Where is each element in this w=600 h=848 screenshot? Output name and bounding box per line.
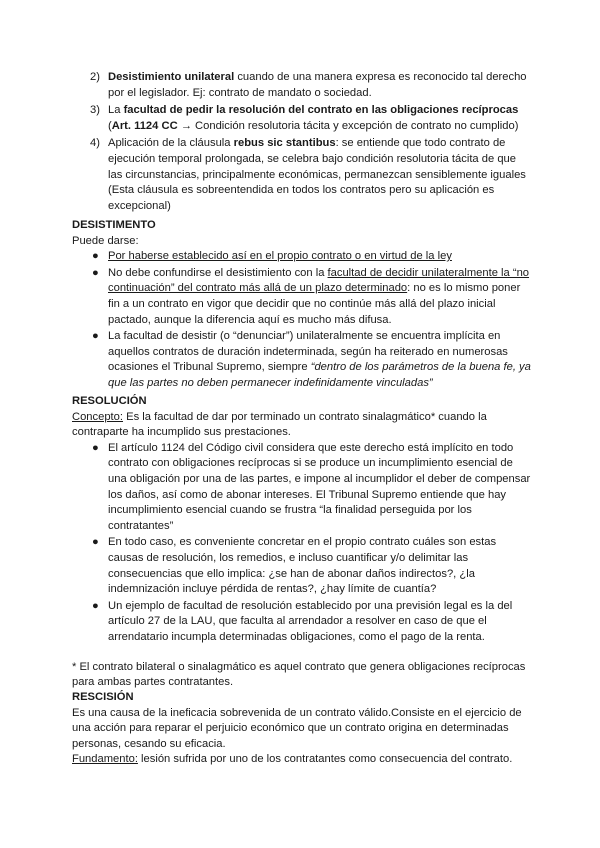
- section-resolucion: [72, 394, 532, 691]
- concepto-paragraph: [72, 410, 532, 441]
- list-item-text: La facultad de desistir (o “denunciar”) unilateralmente se encuentra implícita en aquellos contratos de duración indeterminada, según ha reiterado en numerosas ocasiones el Tribunal Supremo, siempre: [108, 330, 508, 374]
- list-item-text: El artículo 1124 del Código civil considera que este derecho está implícito en todo contrato con obligaciones recíprocas si se produce un incumplimiento esencial de una obligación por una de las partes, e impone al incumplidor el deber de compensar los daños, así como de abonar intereses. El Tribunal Supremo entiende que hay incumplimiento esencial cuando se frustra “la finalidad perseguida por los contratantes”: [108, 441, 531, 532]
- list-item: [90, 441, 532, 535]
- concepto-label: Concepto:: [72, 410, 123, 423]
- bullet-list: [90, 249, 532, 391]
- list-item-text: cuando de una manera expresa es reconocido tal derecho por el legislador. Ej: contrato de mandato o sociedad.: [108, 71, 527, 99]
- list-item-bold: Desistimiento unilateral: [108, 71, 235, 83]
- underlined-text: Por haberse establecido así en el propio contrato o en virtud de la ley: [108, 250, 452, 263]
- list-item-bold: Art. 1124 CC: [111, 119, 178, 132]
- list-number: 2): [90, 71, 100, 83]
- italic-quote: “dentro de los parámetros de la buena fe, ya que las partes no deben permanecer indefinidamente vinculadas”: [108, 361, 531, 389]
- underlined-text: facultad de decidir unilateralmente la “no continuación” del contrato más allá de un plazo determinado: [108, 266, 530, 295]
- section-intro: Puede darse:: [72, 234, 139, 247]
- fundamento-label: Fundamento:: [72, 753, 138, 766]
- rescision-text: Es una causa de la ineficacia sobrevenida de un contrato válido.Consiste en el ejercicio de una acción para reparar el perjuicio económico que un contrato origina en determinadas personas, cesando su eficacia.: [72, 706, 522, 750]
- concepto-text: Es la facultad de dar por terminado un contrato sinalagmático* cuando la contraparte ha incumplido sus prestaciones.: [72, 410, 487, 439]
- list-item-text: No debe confundirse el desistimiento con la: [108, 266, 328, 279]
- section-heading: RESCISIÓN: [72, 691, 134, 703]
- section-desistimiento: [72, 218, 532, 393]
- list-item-bold: facultad de pedir la resolución del contrato en las obligaciones recíprocas: [123, 104, 519, 117]
- list-item: [90, 535, 532, 597]
- section-heading: DESISTIMENTO: [72, 219, 156, 231]
- list-item-text: Aplicación de la cláusula: [108, 137, 234, 150]
- list-item: [90, 266, 532, 328]
- bullet-icon: ●: [92, 441, 99, 454]
- list-item-text: En todo caso, es conveniente concretar en el propio contrato cuáles son estas causas de resolución, los remedios, e incluso cuantificar y/o delimitar las consecuencias que ello implica: ¿se han de abonar daños indirectos?, ¿la indemnización incluye pérdida de rentas?, ¿hay límite de cuantía?: [108, 536, 497, 596]
- list-item: [90, 249, 532, 265]
- list-item-text: → Condición resolutoria tácita y excepción de contrato no cumplido): [177, 119, 519, 132]
- list-item: [90, 329, 532, 391]
- bullet-icon: ●: [92, 330, 99, 343]
- section-heading: RESOLUCIÓN: [72, 395, 147, 407]
- list-item: [90, 599, 532, 646]
- list-number: 3): [90, 104, 100, 117]
- list-item: [90, 103, 530, 134]
- list-item-text: Un ejemplo de facultad de resolución establecido por una previsión legal es la del artículo 27 de la LAU, que faculta al arrendador a resolver en caso de que el arrendatario incumpla determinadas obligaciones, como el pago de la renta.: [108, 599, 513, 643]
- bullet-icon: ●: [92, 250, 99, 263]
- list-item-bold: rebus sic stantibus: [233, 137, 336, 150]
- list-item-text: : no es lo mismo poner fin a un contrato en vigor que decidir que no continúe más allá del plazo inicial pactado, aunque la diferencia aquí es mucho más difusa.: [108, 282, 521, 326]
- list-item-text: (: [108, 119, 112, 132]
- fundamento-text: lesión sufrida por uno de los contratantes como consecuencia del contrato.: [137, 753, 513, 766]
- bullet-list: [90, 441, 532, 646]
- list-item: [90, 136, 530, 214]
- list-number: 4): [90, 137, 100, 150]
- footnote: * El contrato bilateral o sinalagmático es aquel contrato que genera obligaciones recíprocas para ambas partes contratantes.: [72, 660, 526, 689]
- list-item: [90, 70, 530, 101]
- bullet-icon: ●: [92, 536, 99, 549]
- bullet-icon: ●: [92, 599, 99, 612]
- fundamento-paragraph: [72, 752, 532, 768]
- list-item-text: La: [108, 104, 124, 117]
- numbered-list: [90, 70, 530, 216]
- bullet-icon: ●: [92, 266, 99, 279]
- list-item-text: : se entiende que todo contrato de ejecución temporal prolongada, se celebra bajo condición resolutoria tácita de que las circunstancias, principalmente económicas, permanezcan sensiblemente iguales (Esta cláusula es sobreentendida en todos los contratos pero su aplicación es excepcional): [108, 137, 526, 212]
- section-rescision: [72, 690, 532, 768]
